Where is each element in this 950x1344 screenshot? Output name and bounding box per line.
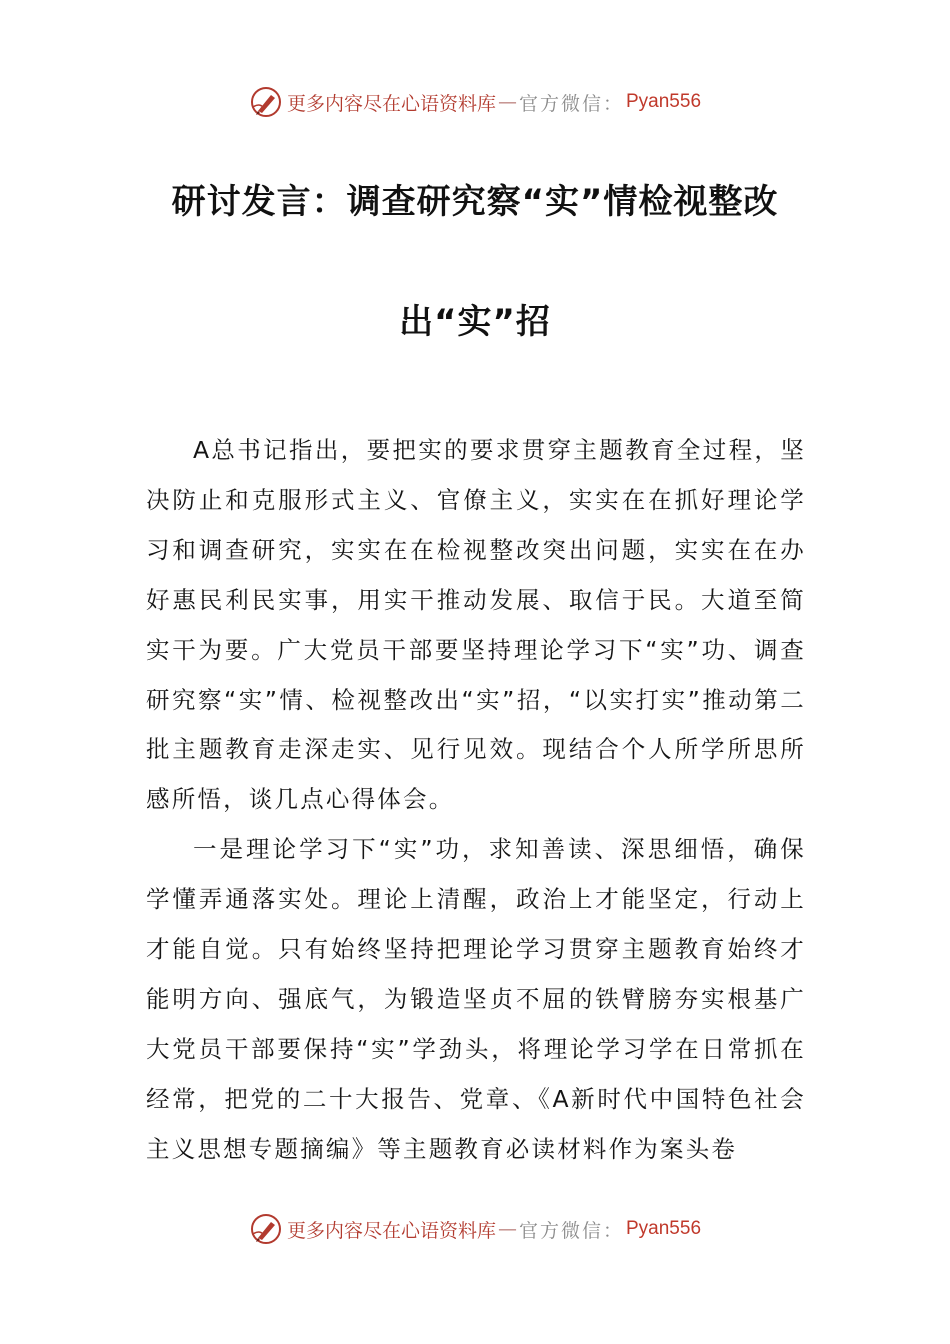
banner-text-red: 更多内容尽在心语资料库	[286, 92, 496, 115]
document-body	[146, 426, 806, 1175]
body-paragraph-2: 一是理论学习下“实”功，求知善读、深思细悟，确保学懂弄通落实处。理论上清醒，政治上才能坚定，行动上才能自觉。只有始终坚持把理论学习贯穿主题教育始终才能明方向、强底气，为锻造坚贞不屈的铁臂膀夯实根基广大党员干部要保持“实”学劲头，将理论学习学在日常抓在经常，把党的二十大报告、党章、《A新时代中国特色社会主义思想专题摘编》等主题教育必读材料作为案头卷	[146, 835, 806, 1163]
banner-separator: —	[497, 91, 517, 113]
pen-logo-icon	[249, 85, 283, 119]
header-watermark-banner	[0, 82, 950, 122]
banner-wechat-id: Pyan556	[626, 91, 702, 112]
banner-text-red: 更多内容尽在心语资料库	[286, 1219, 496, 1242]
banner-text-gray: 官方微信：	[518, 92, 624, 115]
document-title-line-2: 出“实”招	[399, 302, 551, 342]
pen-logo-icon	[249, 1212, 283, 1246]
banner-wechat-id: Pyan556	[626, 1218, 702, 1239]
banner-separator: —	[497, 1218, 517, 1240]
document-title-line-1: 研讨发言：调查研究察“实”情检视整改	[171, 182, 779, 222]
footer-watermark-banner	[0, 1209, 950, 1249]
banner-text-gray: 官方微信：	[518, 1219, 624, 1242]
body-paragraph-1: A总书记指出，要把实的要求贯穿主题教育全过程，坚决防止和克服形式主义、官僚主义，实实在在抓好理论学习和调查研究，实实在在检视整改突出问题，实实在在办好惠民利民实事，用实干推动发展、取信于民。大道至简实干为要。广大党员干部要坚持理论学习下“实”功、调查研究察“实”情、检视整改出“实”招，“以实打实”推动第二批主题教育走深走实、见行见效。现结合个人所学所思所感所悟，谈几点心得体会。	[146, 436, 806, 814]
